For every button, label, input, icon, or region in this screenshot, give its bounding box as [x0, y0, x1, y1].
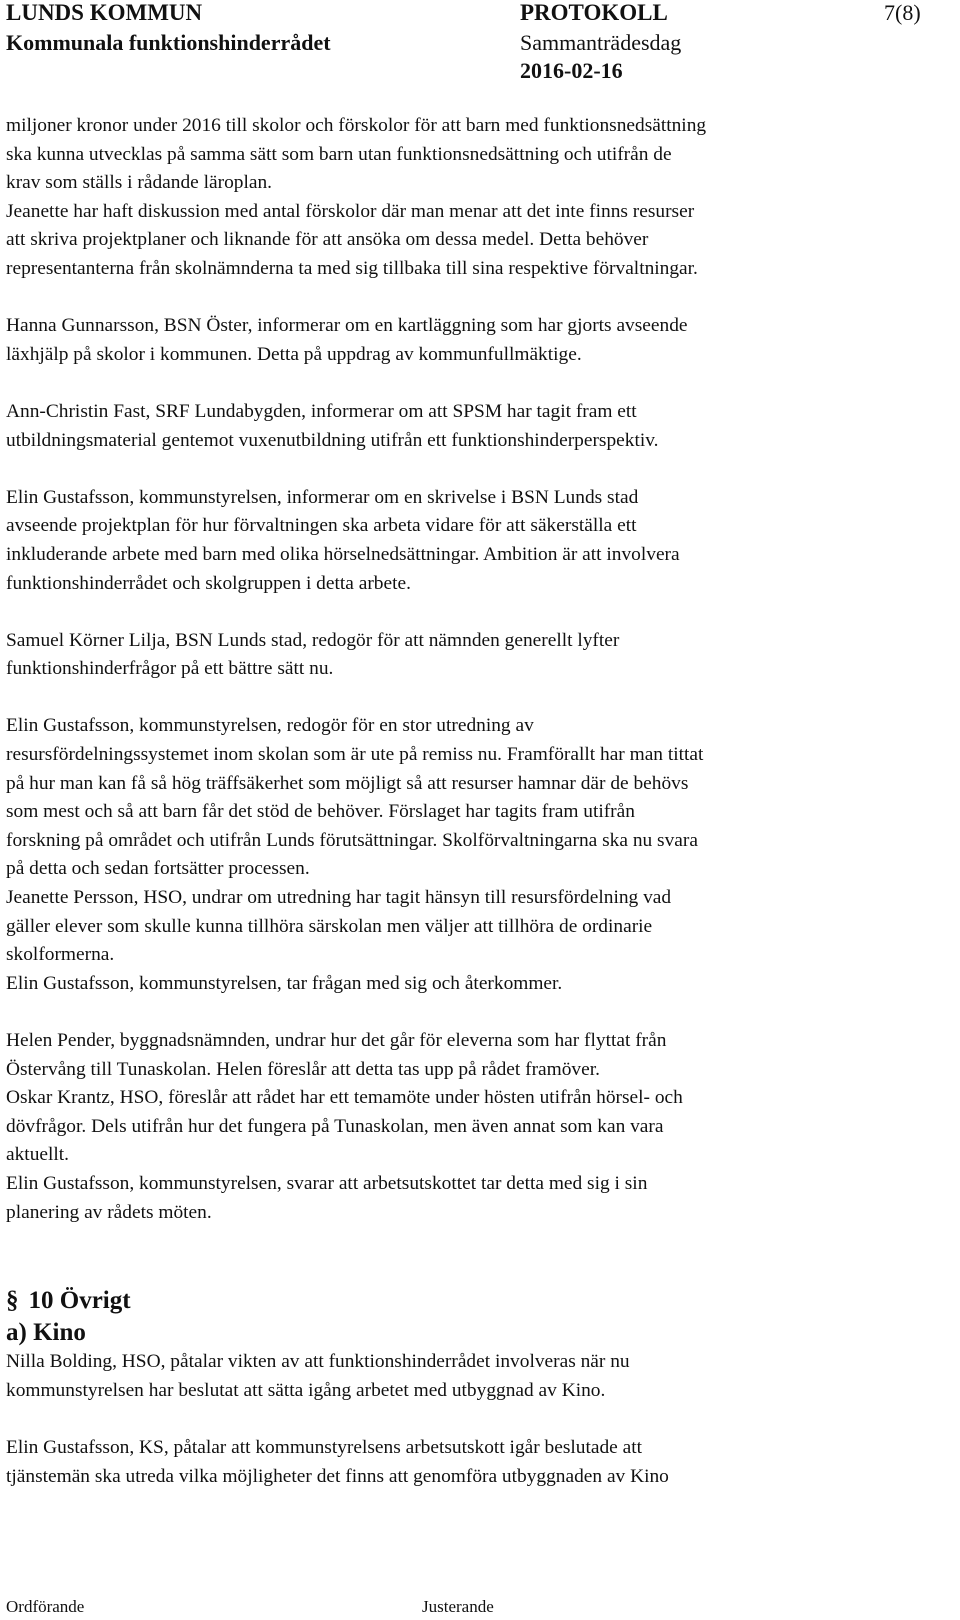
text-line: Ann-Christin Fast, SRF Lundabygden, informerar om att SPSM har tagit fram ett [6, 400, 637, 422]
paragraph [6, 312, 936, 369]
text-line: dövfrågor. Dels utifrån hur det fungera på Tunaskolan, men även annat som kan vara [6, 1115, 664, 1137]
text-line: skolformerna. [6, 944, 115, 966]
text-line: på hur man kan få så hög träffsäkerhet som möjligt så att resurser hamnar där de behövs [6, 772, 689, 794]
paragraph [6, 1348, 936, 1405]
text-line: Elin Gustafsson, kommunstyrelsen, informerar om en skrivelse i BSN Lunds stad [6, 486, 639, 508]
doc-type: PROTOKOLL [520, 0, 668, 25]
paragraph-gap [6, 1405, 936, 1434]
org-name: LUNDS KOMMUN [6, 0, 203, 25]
text-line: Elin Gustafsson, kommunstyrelsen, redogör för en stor utredning av [6, 715, 534, 737]
text-line: planering av rådets möten. [6, 1201, 212, 1223]
text-line: ska kunna utvecklas på samma sätt som barn utan funktionsnedsättning och utifrån de [6, 143, 672, 165]
chair-signature-label: Ordförande [6, 1597, 85, 1616]
text-line: resursfördelningssystemet inom skolan som är ute på remiss nu. Framförallt har man tittat [6, 744, 704, 766]
subsection-title: a) Kino [6, 1319, 86, 1347]
text-line: Elin Gustafsson, kommunstyrelsen, svarar att arbetsutskottet tar detta med sig i sin [6, 1172, 648, 1194]
minutes-body [6, 112, 936, 1491]
text-line: avseende projektplan för hur förvaltningen ska arbeta vidare för att säkerställa ett [6, 515, 637, 537]
section-mark: § [6, 1287, 19, 1315]
paragraph-gap [6, 284, 936, 313]
paragraph [6, 112, 936, 284]
paragraph [6, 1027, 936, 1227]
text-line: Oskar Krantz, HSO, föreslår att rådet har ett temamöte under hösten utifrån hörsel- och [6, 1087, 683, 1109]
text-line: Helen Pender, byggnadsnämnden, undrar hur det går för eleverna som har flyttat från [6, 1030, 667, 1051]
paragraph-gap [6, 369, 936, 398]
text-line: Hanna Gunnarsson, BSN Öster, informerar om en kartläggning som har gjorts avseende [6, 315, 688, 337]
text-line: Östervång till Tunaskolan. Helen föreslår att detta tas upp på rådet framöver. [6, 1058, 600, 1080]
board-name: Kommunala funktionshinderrådet [6, 30, 331, 55]
section-paragraph-list [6, 1348, 936, 1491]
paragraph [6, 1434, 936, 1491]
text-line: forskning på området och utifrån Lunds förutsättningar. Skolförvaltningarna ska nu svara [6, 829, 698, 851]
meeting-label: Sammanträdesdag [520, 30, 682, 55]
meeting-date: 2016-02-16 [520, 58, 623, 83]
paragraph [6, 398, 936, 455]
paragraph [6, 712, 936, 998]
paragraph-gap [6, 455, 936, 484]
text-line: kommunstyrelsen har beslutat att sätta igång arbetet med utbyggnad av Kino. [6, 1379, 606, 1401]
text-line: Samuel Körner Lilja, BSN Lunds stad, redogör för att nämnden generellt lyfter [6, 629, 620, 651]
text-line: Nilla Bolding, HSO, påtalar vikten av att funktionshinderrådet involveras när nu [6, 1351, 630, 1373]
text-line: funktionshinderfrågor på ett bättre sätt nu. [6, 658, 334, 680]
text-line: att skriva projektplaner och liknande för att ansöka om dessa medel. Detta behöver [6, 229, 649, 251]
text-line: funktionshinderrådet och skolgruppen i detta arbete. [6, 572, 411, 594]
text-line: utbildningsmaterial gentemot vuxenutbildning utifrån ett funktionshinderperspektiv. [6, 429, 659, 451]
text-line: miljoner kronor under 2016 till skolor och förskolor för att barn med funktionsnedsättning [6, 115, 707, 136]
page-number: 7(8) [884, 0, 921, 25]
paragraph-gap [6, 998, 936, 1027]
section-title: 10 Övrigt [28, 1287, 131, 1315]
text-line: Jeanette Persson, HSO, undrar om utredning har tagit hänsyn till resursfördelning vad [6, 887, 672, 909]
text-line: Elin Gustafsson, kommunstyrelsen, tar frågan med sig och återkommer. [6, 972, 563, 994]
text-line: inkluderande arbete med barn med olika hörselnedsättningar. Ambition är att involvera [6, 543, 680, 565]
text-line: krav som ställs i rådande läroplan. [6, 172, 273, 194]
paragraph [6, 627, 936, 684]
text-line: som mest och så att barn får det stöd de behöver. Förslaget har tagits fram utifrån [6, 801, 635, 823]
text-line: gäller elever som skulle kunna tillhöra särskolan men väljer att tillhöra de ordinarie [6, 915, 653, 937]
adjuster-signature-label: Justerande [422, 1597, 494, 1616]
text-line: läxhjälp på skolor i kommunen. Detta på uppdrag av kommunfullmäktige. [6, 343, 582, 365]
section-heading [6, 1284, 936, 1318]
paragraph [6, 484, 936, 598]
text-line: Elin Gustafsson, KS, påtalar att kommunstyrelsens arbetsutskott igår beslutade att [6, 1436, 642, 1458]
text-line: aktuellt. [6, 1144, 70, 1166]
text-line: tjänstemän ska utreda vilka möjligheter det finns att genomföra utbyggnaden av Kino [6, 1465, 669, 1487]
text-line: representanterna från skolnämnderna ta med sig tillbaka till sina respektive förvaltningar. [6, 257, 698, 279]
text-line: Jeanette har haft diskussion med antal förskolor där man menar att det inte finns resurser [6, 200, 695, 222]
paragraph-gap [6, 684, 936, 713]
text-line: på detta och sedan fortsätter processen. [6, 858, 310, 880]
paragraph-gap [6, 598, 936, 627]
paragraph-list [6, 112, 936, 1227]
